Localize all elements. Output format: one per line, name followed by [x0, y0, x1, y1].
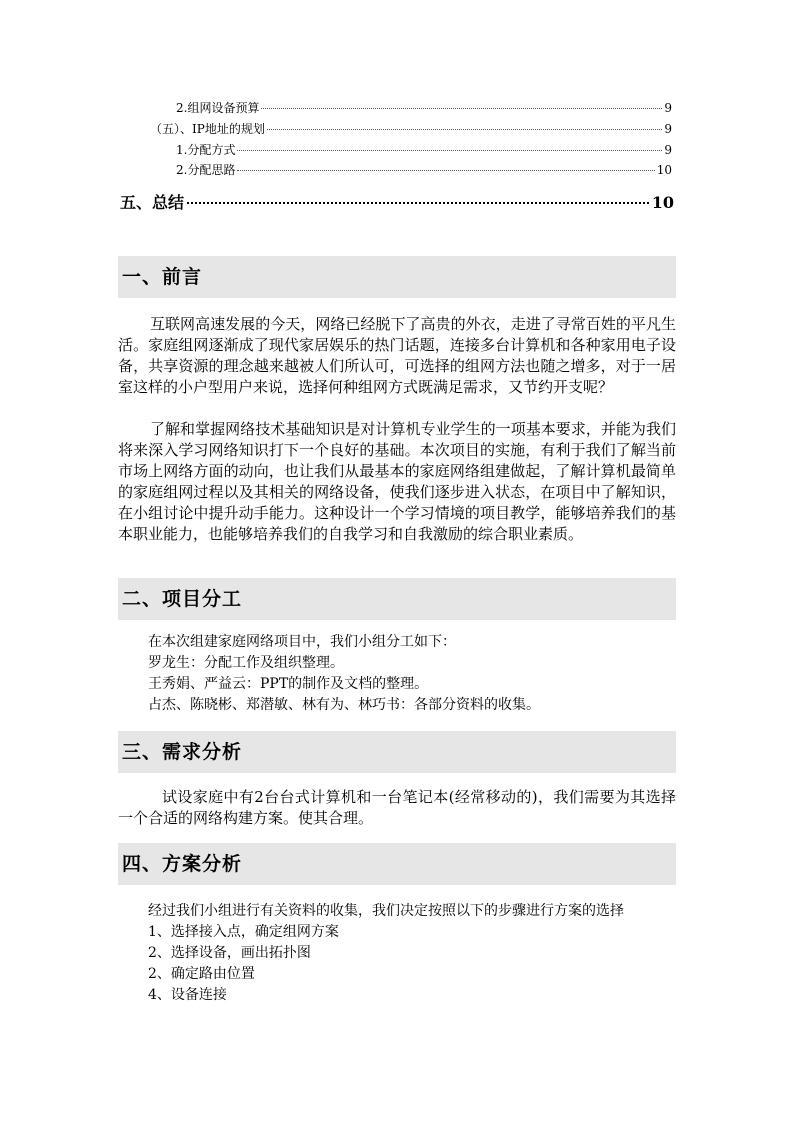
toc-entry[interactable]	[176, 142, 672, 158]
toc-entry[interactable]	[150, 121, 672, 137]
toc-entry-page: 9	[664, 101, 672, 115]
division-line: 王秀娟、严益云：PPT的制作及文档的整理。	[148, 676, 429, 692]
toc-entry[interactable]	[176, 162, 672, 178]
division-line: 罗龙生：分配工作及组织整理。	[148, 655, 344, 671]
plan-step: 4、设备连接	[148, 987, 227, 1003]
toc-leader-dots	[237, 150, 662, 151]
toc-entry[interactable]	[176, 100, 672, 116]
toc-leader-dots	[261, 108, 662, 109]
toc-leader-dots	[267, 129, 663, 130]
toc-entry-label: 五、总结	[120, 193, 185, 212]
toc-leader-dots	[187, 202, 649, 204]
toc-entry-page: 9	[664, 122, 672, 136]
requirements-paragraph: 试设家庭中有2台台式计算机和一台笔记本(经常移动的)，我们需要为其选择一个合适的网络构建方案。使其合理。	[118, 788, 676, 827]
division-line: 在本次组建家庭网络项目中，我们小组分工如下：	[148, 634, 456, 650]
division-list	[148, 632, 678, 716]
toc-entry-label: 2.分配思路	[176, 163, 236, 177]
toc-entry-page: 10	[656, 163, 672, 177]
toc-entry-label: （五）、IP地址的规划	[150, 122, 265, 136]
section-heading-plan: 四、方案分析	[118, 843, 676, 885]
toc-entry-label: 2.组网设备预算	[176, 101, 260, 115]
plan-content	[148, 901, 678, 1006]
division-line: 占杰、陈晓彬、郑潜敏、林有为、林巧书：各部分资料的收集。	[148, 697, 540, 713]
toc-entry-summary[interactable]	[120, 190, 674, 213]
toc-leader-dots	[237, 170, 654, 171]
intro-paragraph-2: 了解和掌握网络技术基础知识是对计算机专业学生的一项基本要求，并能为我们将来深入学习网络知识打下一个良好的基础。本次项目的实施，有利于我们了解当前市场上网络方面的动向，也让我们从最基本的家庭网络组建做起，了解计算机最简单的家庭组网过程以及其相关的网络设备，使我们逐步进入状态，在项目中了解知识，在小组讨论中提升动手能力。这种设计一个学习情境的项目教学，能够培养我们的基本职业能力，也能够培养我们的自我学习和自我激励的综合职业素质。	[118, 420, 676, 543]
plan-step: 2、选择设备，画出拓扑图	[148, 945, 311, 961]
section-heading-division: 二、项目分工	[118, 578, 676, 620]
section-heading-requirements: 三、需求分析	[118, 731, 676, 773]
toc-entry-label: 1.分配方式	[176, 143, 236, 157]
toc-entry-page: 9	[664, 143, 672, 157]
toc-entry-page: 10	[651, 193, 674, 212]
plan-step: 2、确定路由位置	[148, 966, 255, 982]
plan-intro: 经过我们小组进行有关资料的收集，我们决定按照以下的步骤进行方案的选择	[148, 903, 624, 919]
plan-step: 1、选择接入点，确定组网方案	[148, 924, 339, 940]
section-heading-intro: 一、前言	[118, 256, 676, 298]
intro-paragraph-1: 互联网高速发展的今天，网络已经脱下了高贵的外衣，走进了寻常百姓的平凡生活。家庭组网逐渐成了现代家居娱乐的热门话题，连接多台计算机和各种家用电子设备，共享资源的理念越来越被人们所认可，可选择的组网方法也随之增多，对于一居室这样的小户型用户来说，选择何种组网方式既满足需求，又节约开支呢？	[118, 315, 676, 396]
